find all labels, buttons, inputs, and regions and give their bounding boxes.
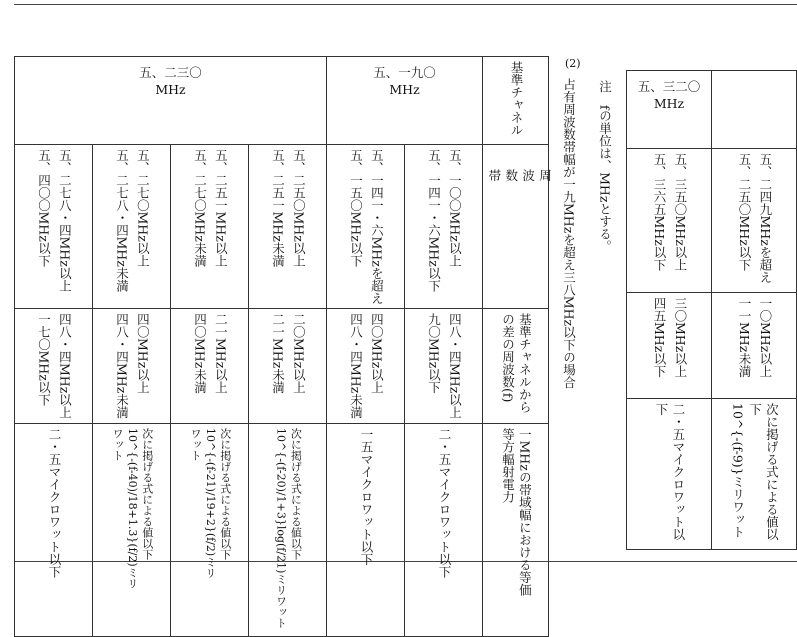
header-5320: 五、三二〇 MHz bbox=[627, 71, 712, 149]
offset-cell-5: 四〇MHz以上 四八・四MHz未満 bbox=[327, 309, 405, 423]
offset-cell-3: 二一MHz以上 四〇MHz未満 bbox=[171, 309, 249, 423]
side-power-cell-1: 二・五マイクロワット以 下 bbox=[627, 399, 712, 550]
offset-cell-1: 四八・四MHz以上 一七〇MHz以下 bbox=[15, 309, 93, 423]
band-label-cell: 周 波 数 帯 bbox=[483, 145, 549, 309]
power-label-cell: 一MHzの帯域幅における等価 等方輻射電力 bbox=[483, 423, 549, 636]
band-cell-4: 五、二五〇MHz以上 五、二五一MHz未満 bbox=[249, 145, 327, 309]
emission-limit-table-continued bbox=[626, 70, 797, 550]
side-offset-cell-1: 三〇MHz以上 四五MHz以下 bbox=[627, 293, 712, 399]
power-cell-6: 二・五マイクロワット以下 bbox=[405, 423, 483, 636]
offset-label-cell: 基準チャネルから の差の周波数(f) bbox=[483, 309, 549, 423]
side-power-cell-2: 次に掲げる式による値以 下 10^{-(f-9)}ミリワット bbox=[712, 399, 797, 550]
header-ref-channel: 基準チャネル bbox=[483, 57, 549, 145]
item-heading: 占有周波数帯幅が一九MHzを超え三八MHz以下の場合 bbox=[561, 78, 577, 389]
side-band-cell-2: 五、二四九MHzを超え 五、二五〇MHz以下 bbox=[712, 149, 797, 293]
power-cell-1: 二・五マイクロワット以下 bbox=[15, 423, 93, 636]
band-cell-6: 五、一〇〇MHz以上 五、一四一・六MHz以下 bbox=[405, 145, 483, 309]
band-cell-3: 五、二五一MHz以上 五、二七〇MHz未満 bbox=[171, 145, 249, 309]
item-number: (2) bbox=[565, 57, 581, 70]
power-cell-2: 次に掲げる式による値以下 10^{-(f-40)/18+1.3}(f/2)ミリ ワット bbox=[93, 423, 171, 636]
band-cell-2: 五、二七〇MHz以上 五、二七八・四MHz未満 bbox=[93, 145, 171, 309]
offset-cell-6: 四八・四MHz以上 九〇MHz以下 bbox=[405, 309, 483, 423]
side-offset-cell-2: 一〇MHz以上 一一MHz未満 bbox=[712, 293, 797, 399]
offset-cell-2: 四〇MHz以上 四八・四MHz未満 bbox=[93, 309, 171, 423]
power-cell-3: 次に掲げる式による値以下 10^{-(f-21)/19+2}(f/2)ミリ ワット bbox=[171, 423, 249, 636]
offset-cell-4: 二〇MHz以上 二一MHz未満 bbox=[249, 309, 327, 423]
band-cell-1: 五、二七八・四MHz以上 五、四〇〇MHz以下 bbox=[15, 145, 93, 309]
unit-note: 注 fの単位は、MHzとする。 bbox=[597, 80, 613, 253]
header-empty bbox=[712, 71, 797, 149]
power-cell-5: 一五マイクロワット以下 bbox=[327, 423, 405, 636]
power-cell-4: 次に掲げる式による値以下 10^{-(f-20)/1+3}log(f/21)ミリワット bbox=[249, 423, 327, 636]
header-5230: 五、二三〇 MHz bbox=[15, 57, 327, 145]
header-5190: 五、一九〇 MHz bbox=[327, 57, 483, 145]
band-cell-5: 五、一四一・六MHzを超え 五、一五〇MHz以下 bbox=[327, 145, 405, 309]
side-band-cell-1: 五、三五〇MHz以上 五、三六五MHz以下 bbox=[627, 149, 712, 293]
top-rule bbox=[14, 4, 797, 5]
emission-limit-table bbox=[14, 56, 553, 637]
